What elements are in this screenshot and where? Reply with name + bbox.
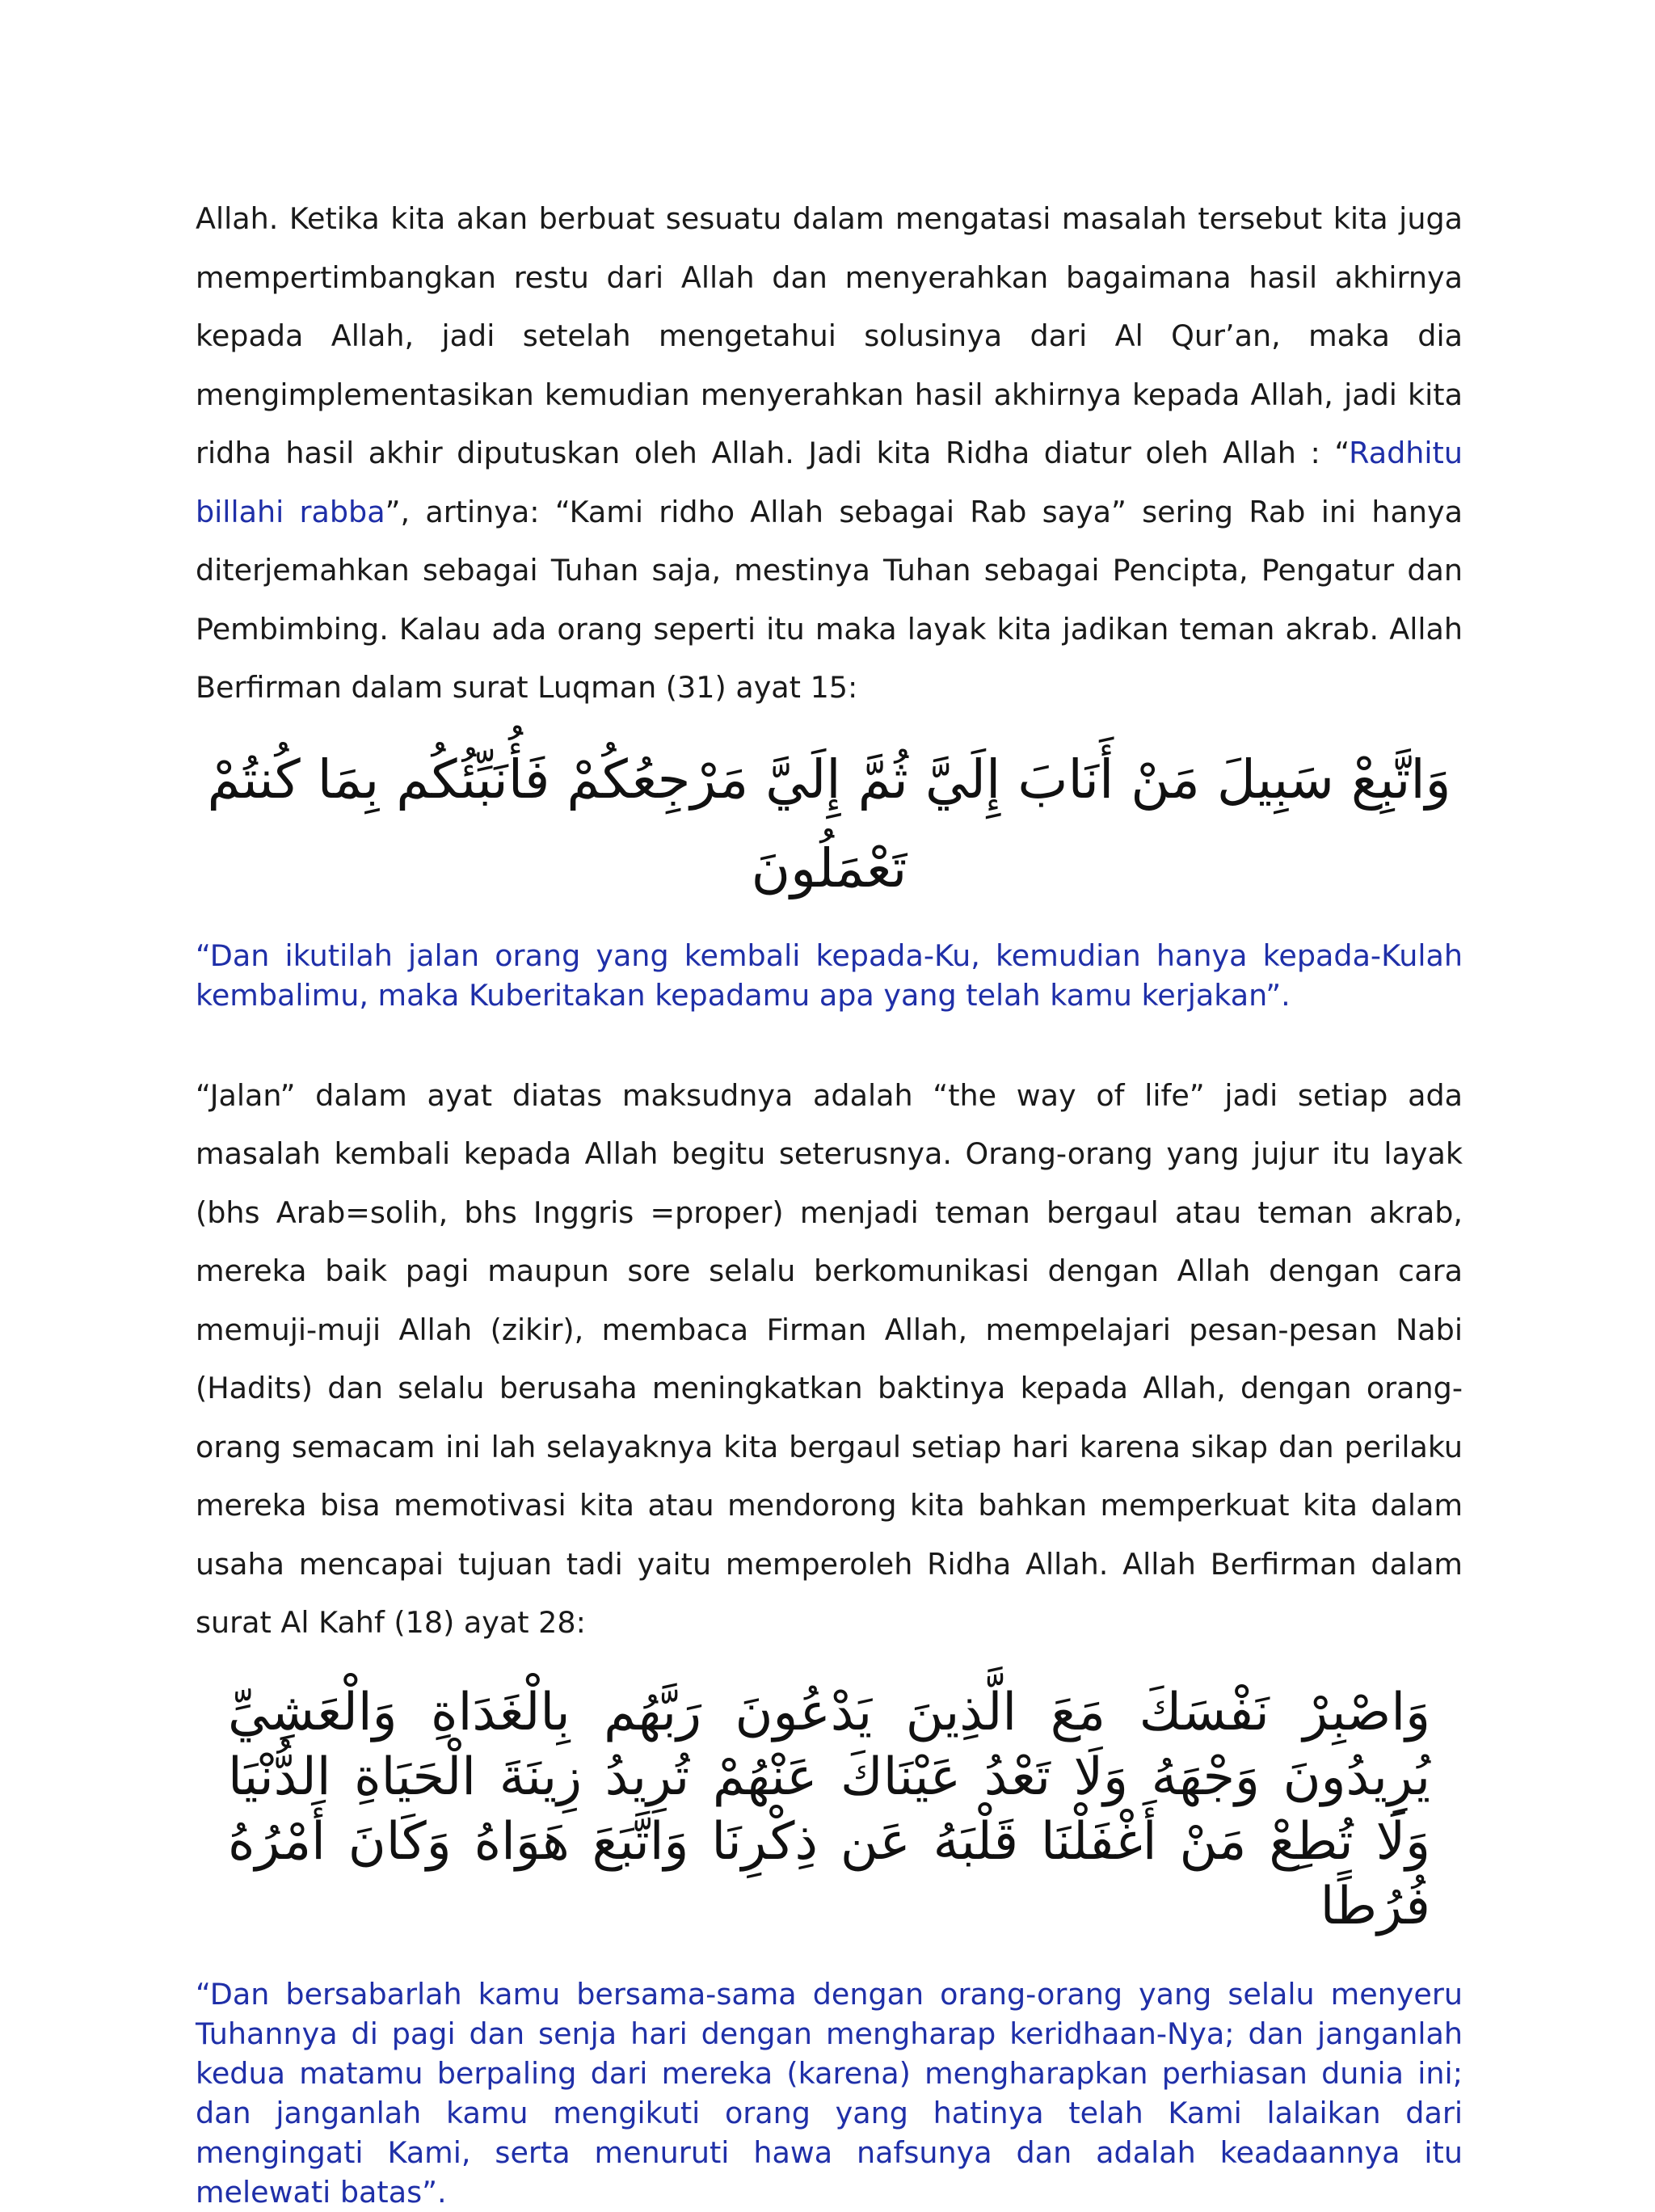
paragraph-1-text-after: ”, artinya: “Kami ridho Allah sebagai Rab saya” sering Rab ini hanya diterjemahkan sebagai Tuhan saja, mestinya Tuhan sebagai Pencipta, Pengatur dan Pembimbing. Kalau ada orang seperti itu maka layak kita jadikan teman akrab. Allah Berfirman dalam surat Luqman (31) ayat 15:: [196, 494, 1463, 705]
verse-2-arabic: وَاصْبِرْ نَفْسَكَ مَعَ الَّذِينَ يَدْعُونَ رَبَّهُم بِالْغَدَاةِ وَالْعَشِيِّ يُرِيدُونَ وَجْهَهُ وَلَا تَعْدُ عَيْنَاكَ عَنْهُمْ تُرِيدُ زِينَةَ الْحَيَاةِ الدُّنْيَا وَلَا تُطِعْ مَنْ أَغْفَلْنَا قَلْبَهُ عَن ذِكْرِنَا وَاتَّبَعَ هَوَاهُ وَكَانَ أَمْرُهُ فُرُطًا: [228, 1682, 1430, 1936]
paragraph-2: “Jalan” dalam ayat diatas maksudnya adalah “the way of life” jadi setiap ada masalah kembali kepada Allah begitu seterusnya. Orang-orang yang jujur itu layak (bhs Arab=solih, bhs Inggris =proper) menjadi teman bergaul atau teman akrab, mereka baik pagi maupun sore selalu berkomunikasi dengan Allah dengan cara memuji-muji Allah (zikir), membaca Firman Allah, mempelajari pesan-pesan Nabi (Hadits) dan selalu berusaha meningkatkan baktinya kepada Allah, dengan orang- orang semacam ini lah selayaknya kita bergaul setiap hari karena sikap dan perilaku mereka bisa memotivasi kita atau mendorong kita bahkan memperkuat kita dalam usaha mencapai tujuan tadi yaitu memperoleh Ridha Allah. Allah Berfirman dalam surat Al Kahf (18) ayat 28:: [196, 1077, 1463, 1640]
paragraph-1-highlight: Radhitu billahi rabba: [196, 436, 1463, 529]
verse-2-translation: “Dan bersabarlah kamu bersama-sama dengan orang-orang yang selalu menyeru Tuhannya di pagi dan senja hari dengan mengharap keridhaan-Nya; dan janganlah kedua matamu berpaling dari mereka (karena) mengharapkan perhiasan dunia ini; dan janganlah kamu mengikuti orang yang hatinya telah Kami lalaikan dari mengingati Kami, serta menuruti hawa nafsunya dan adalah keadaannya itu melewati batas”.: [196, 1976, 1463, 2210]
verse-1-arabic: وَاتَّبِعْ سَبِيلَ مَنْ أَنَابَ إِلَيَّ ثُمَّ إِلَيَّ مَرْجِعُكُمْ فَأُنَبِّئُكُم بِمَا كُنتُمْ تَعْمَلُونَ: [207, 748, 1451, 900]
document-page: [196, 190, 1463, 2212]
paragraph-1-text-before: Allah. Ketika kita akan berbuat sesuatu dalam mengatasi masalah tersebut kita juga mempertimbangkan restu dari Allah dan menyerahkan bagaimana hasil akhirnya kepada Allah, jadi setelah mengetahui solusinya dari Al Qur’an, maka dia mengimplementasikan kemudian menyerahkan hasil akhirnya kepada Allah, jadi kita ridha hasil akhir diputuskan oleh Allah. Jadi kita Ridha diatur oleh Allah : “: [196, 201, 1463, 470]
section-gap: [196, 1015, 1463, 1067]
paragraph-1: [196, 190, 1463, 718]
verse-1-translation: “Dan ikutilah jalan orang yang kembali kepada-Ku, kemudian hanya kepada-Kulah kembalimu, maka Kuberitakan kepadamu apa yang telah kamu kerjakan”.: [196, 937, 1463, 1013]
